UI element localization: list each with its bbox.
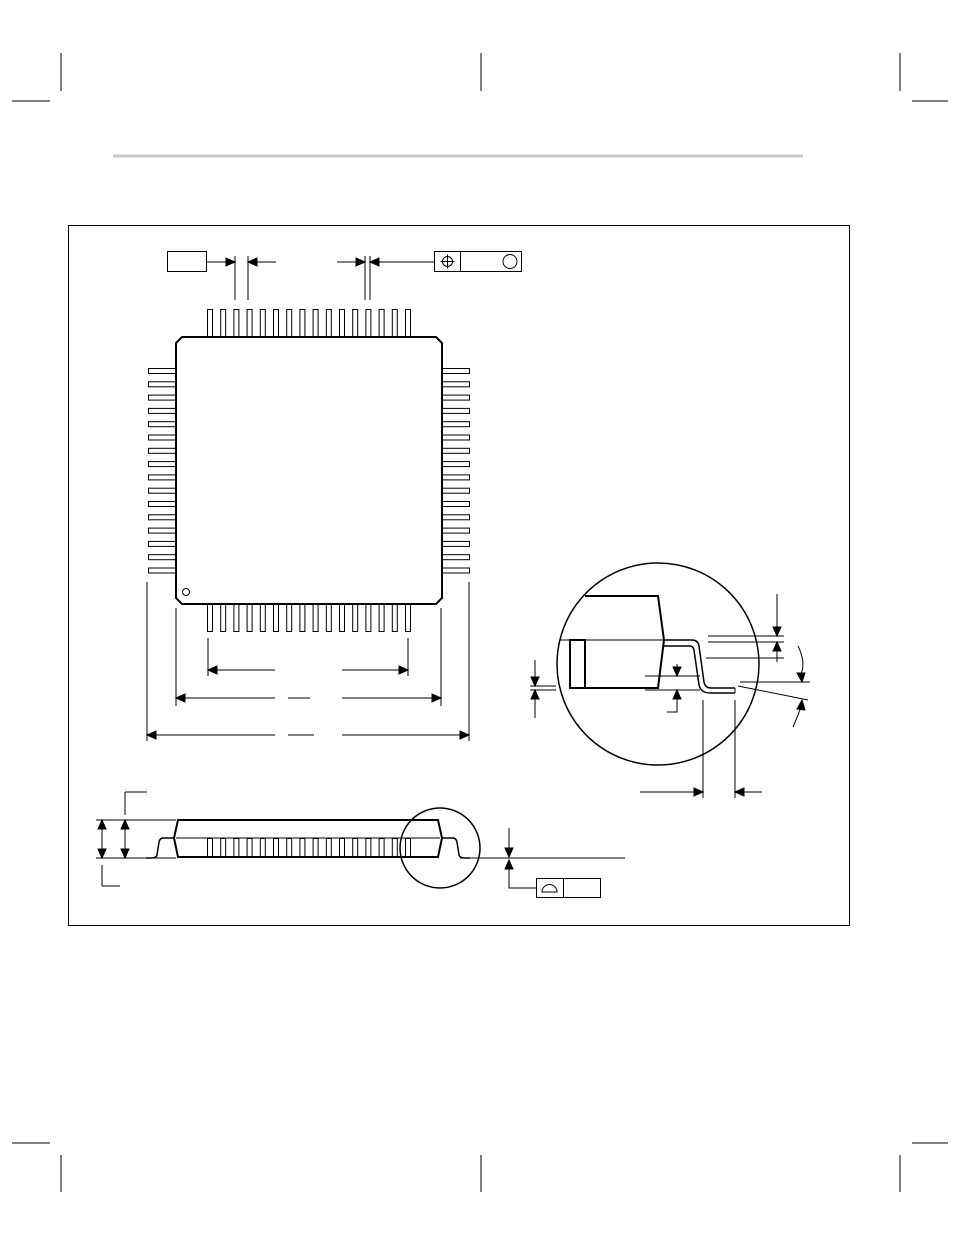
pin [149, 395, 176, 400]
pins-left-column [149, 369, 176, 574]
pin [300, 839, 305, 857]
pin [366, 310, 371, 337]
pin [149, 502, 176, 507]
pin [366, 839, 371, 857]
pin [443, 475, 470, 480]
pin [287, 605, 292, 632]
pin [287, 839, 292, 857]
pin [443, 395, 470, 400]
pin [149, 555, 176, 560]
pin [208, 605, 213, 632]
pin [340, 605, 345, 632]
pin [221, 605, 226, 632]
pin [300, 310, 305, 337]
top-view-dimensions [147, 582, 469, 741]
feature-control-frame [435, 252, 522, 272]
pin [406, 310, 411, 337]
pin [443, 515, 470, 520]
pitch-dimension [207, 258, 276, 266]
pin [379, 839, 384, 857]
pin [313, 310, 318, 337]
pin [443, 488, 470, 493]
pin [443, 369, 470, 374]
circle-m-icon [503, 255, 517, 269]
pins-right-column [443, 369, 470, 574]
pin [234, 310, 239, 337]
top-view [149, 256, 470, 632]
pin [287, 310, 292, 337]
pin [149, 462, 176, 467]
pin [326, 310, 331, 337]
pin [260, 310, 265, 337]
detail-view [530, 563, 810, 798]
pin [443, 448, 470, 453]
pin [234, 839, 239, 857]
pin [274, 605, 279, 632]
pin [247, 605, 252, 632]
pin [149, 528, 176, 533]
pin [274, 310, 279, 337]
pin [379, 310, 384, 337]
pin [443, 528, 470, 533]
pin [260, 839, 265, 857]
lead-width-dimension [337, 258, 434, 266]
pin [149, 568, 176, 573]
crop-marks [12, 53, 948, 1192]
coplanarity-icon [542, 885, 557, 892]
pin [221, 310, 226, 337]
pin [300, 605, 305, 632]
pin [443, 462, 470, 467]
pin [247, 839, 252, 857]
pin [149, 488, 176, 493]
pin [221, 839, 226, 857]
pin [313, 605, 318, 632]
pin [326, 605, 331, 632]
pitch-label-box [168, 252, 207, 272]
pin [443, 435, 470, 440]
pins-top-row [208, 310, 411, 337]
pin [313, 839, 318, 857]
pin [392, 310, 397, 337]
side-view [96, 792, 625, 888]
pin [149, 382, 176, 387]
pin [443, 408, 470, 413]
pins-bottom-row [208, 605, 411, 632]
pin [443, 382, 470, 387]
pin [366, 605, 371, 632]
pin [149, 448, 176, 453]
pin [392, 605, 397, 632]
pin [208, 839, 213, 857]
pin [340, 839, 345, 857]
position-icon [441, 255, 455, 269]
pin [353, 310, 358, 337]
pin [392, 839, 397, 857]
pin [443, 502, 470, 507]
pin [234, 605, 239, 632]
pin [406, 605, 411, 632]
pin [379, 605, 384, 632]
pin [353, 605, 358, 632]
pin [443, 422, 470, 427]
pin [443, 541, 470, 546]
pin [149, 515, 176, 520]
flatness-frame [537, 879, 601, 898]
pin [353, 839, 358, 857]
pin [149, 435, 176, 440]
pin [326, 839, 331, 857]
pin [406, 839, 411, 857]
detail-dimensions [531, 594, 805, 796]
pin [149, 422, 176, 427]
pin [260, 605, 265, 632]
pin [274, 839, 279, 857]
pin [340, 310, 345, 337]
pin [208, 310, 213, 337]
pin [149, 369, 176, 374]
pin [443, 568, 470, 573]
detail-circle [557, 563, 759, 765]
pin [149, 475, 176, 480]
pin [149, 408, 176, 413]
pin [149, 541, 176, 546]
pin [443, 555, 470, 560]
pin [247, 310, 252, 337]
package-body [176, 337, 442, 604]
